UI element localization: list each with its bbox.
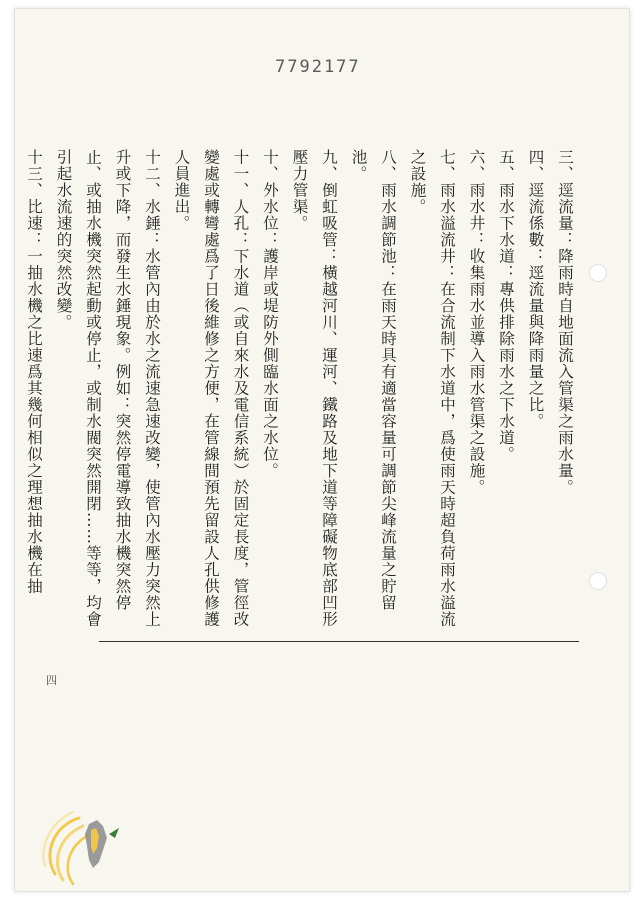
entry-7: 七、雨水溢流井：在合流制下水道中，爲使雨天時超負荷雨水溢流之設施。 (408, 149, 456, 628)
entry-6: 六、雨水井：收集雨水並導入雨水管渠之設施。 (467, 149, 486, 496)
entry-9: 九、倒虹吸管：橫越河川、運河、鐵路及地下道等障礙物底部凹形壓力管渠。 (290, 149, 338, 628)
entry-5: 五、雨水下水道：專供排除雨水之下水道。 (497, 149, 515, 463)
page-number: 四 (46, 674, 57, 687)
footer-rule (99, 641, 579, 642)
punch-hole-bottom (589, 572, 607, 590)
archive-logo-icon (33, 804, 137, 896)
entry-4: 四、逕流係數：逕流量與降雨量之比。 (526, 149, 545, 430)
entry-8: 八、雨水調節池：在雨天時具有適當容量可調節尖峰流量之貯留池。 (349, 149, 397, 611)
entry-11: 十一、人孔：下水道（或自來水及電信系統）於固定長度，管徑改變處或轉彎處爲了日後維修之方便，在管線間預先留設人孔供修護人員進出。 (172, 149, 250, 628)
entry-10: 十、外水位：護岸或堤防外側臨水面之水位。 (261, 149, 279, 479)
entry-3: 三、逕流量：降雨時自地面流入管渠之雨水量。 (556, 149, 574, 496)
entry-12: 十二、水錘：水管內由於水之流速急速改變，使管內水壓力突然上升或下降，而發生水錘現象。例如：突然停電導致抽水機突然停止、或抽水機突然起動或停止，或制水閥突然開閉……等等，均會引起水流速的突然改變。 (54, 149, 161, 628)
punch-hole-top (589, 264, 607, 282)
document-page (14, 8, 630, 892)
entry-13: 十三、比速：一抽水機之比速爲其幾何相似之理想抽水機在抽 (25, 149, 43, 595)
stamp-number: 7792177 (275, 57, 361, 77)
body-text (25, 149, 579, 639)
